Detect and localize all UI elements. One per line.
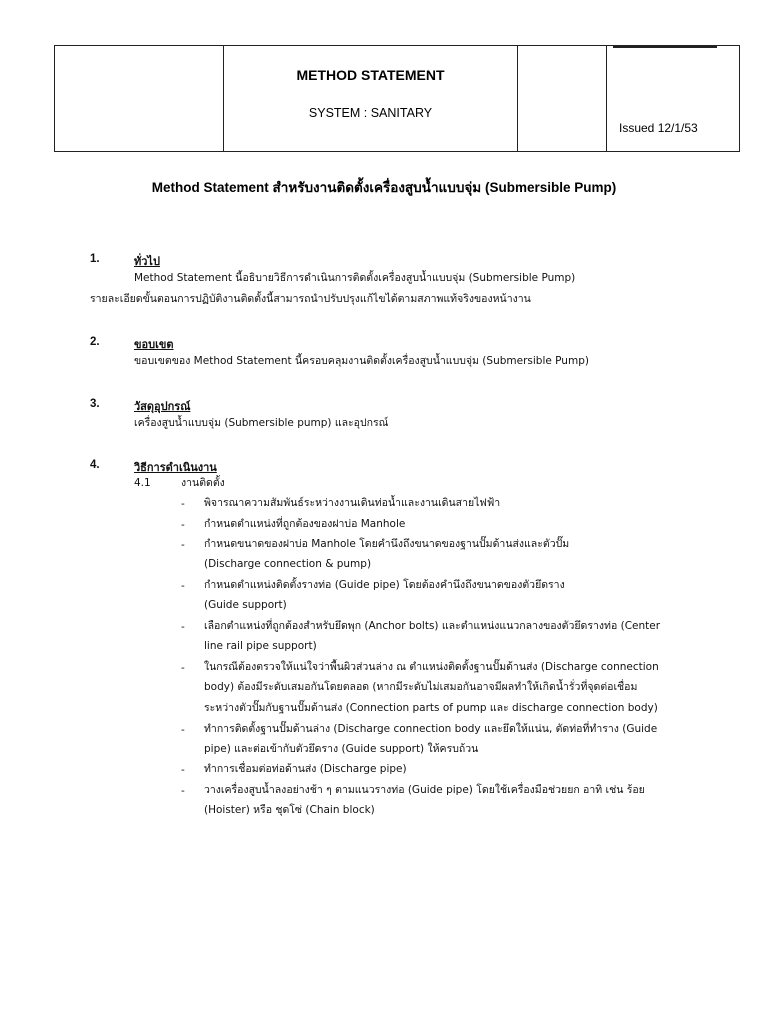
header-rule xyxy=(613,46,717,48)
section-2-line: ขอบเขตของ Method Statement นี้ครอบคลุมงานติดตั้งเครื่องสูบน้ำแบบจุ่ม (Submersible Pump) xyxy=(134,355,589,367)
bullet-dash: - xyxy=(181,764,185,776)
header-issue-cell xyxy=(607,46,739,151)
section-2-number: 2. xyxy=(90,336,100,348)
header-logo-cell xyxy=(55,46,224,151)
section-1-number: 1. xyxy=(90,253,100,265)
subsection-title: งานติดตั้ง xyxy=(181,477,225,489)
section-1-line: รายละเอียดขั้นตอนการปฏิบัติงานติดตั้งนี้สามารถนำปรับปรุงแก้ไขได้ตามสภาพแท้จริงของหน้างาน xyxy=(90,293,531,305)
section-4-number: 4. xyxy=(90,459,100,471)
bullet-dash: - xyxy=(181,785,185,797)
list-item: ในกรณีต้องตรวจให้แน่ใจว่าพื้นผิวส่วนล่าง ณ ตำแหน่งติดตั้งฐานปั๊มด้านส่ง (Discharge connection xyxy=(204,661,659,673)
list-item: วางเครื่องสูบน้ำลงอย่างช้า ๆ ตามแนวรางท่อ (Guide pipe) โดยใช้เครื่องมือช่วยยก อาทิ เช่น ร้อย xyxy=(204,784,645,796)
main-heading: Method Statement สำหรับงานติดตั้งเครื่องสูบน้ำแบบจุ่ม (Submersible Pump) xyxy=(151,180,617,195)
list-item-continuation: body) ต้องมีระดับเสมอกันโดยตลอด (หากมีระดับไม่เสมอกันอาจมีผลทำให้เกิดน้ำรั่วที่จุดต่อเชื่อม xyxy=(204,681,638,693)
list-item: กำหนดตำแหน่งติดตั้งรางท่อ (Guide pipe) โดยต้องคำนึงถึงขนาดของตัวยึดราง xyxy=(204,579,565,591)
bullet-dash: - xyxy=(181,539,185,551)
list-item: ทำการติดตั้งฐานปั๊มด้านล่าง (Discharge connection body และยึดให้แน่น, ตัดท่อที่ทำราง (Guide xyxy=(204,723,658,735)
section-2-title: ขอบเขต xyxy=(134,338,174,351)
list-item-continuation: (Hoister) หรือ ชุดโซ่ (Chain block) xyxy=(204,804,375,816)
bullet-dash: - xyxy=(181,621,185,633)
section-1-line: Method Statement นี้อธิบายวิธีการดำเนินการติดตั้งเครื่องสูบน้ำแบบจุ่ม (Submersible Pump) xyxy=(134,272,576,284)
bullet-dash: - xyxy=(181,580,185,592)
section-3-line: เครื่องสูบน้ำแบบจุ่ม (Submersible pump) และอุปกรณ์ xyxy=(134,417,389,429)
section-3-title: วัสดุอุปกรณ์ xyxy=(134,400,191,413)
bullet-dash: - xyxy=(181,519,185,531)
issued-date: Issued 12/1/53 xyxy=(619,121,698,135)
list-item: กำหนดตำแหน่งที่ถูกต้องของฝาบ่อ Manhole xyxy=(204,518,406,530)
subsection-number: 4.1 xyxy=(134,477,151,489)
document-header-table xyxy=(54,45,740,152)
bullet-dash: - xyxy=(181,662,185,674)
list-item: พิจารณาความสัมพันธ์ระหว่างงานเดินท่อน้ำและงานเดินสายไฟฟ้า xyxy=(204,497,501,509)
document-system: SYSTEM : SANITARY xyxy=(308,106,433,120)
list-item-continuation: ระหว่างตัวปั๊มกับฐานปั๊มด้านส่ง (Connection parts of pump และ discharge connection body) xyxy=(204,702,658,714)
list-item-continuation: line rail pipe support) xyxy=(204,640,317,652)
list-item-continuation: (Guide support) xyxy=(204,599,287,611)
section-4-title: วิธีการดำเนินงาน xyxy=(134,461,217,474)
header-blank-cell xyxy=(518,46,607,151)
list-item-continuation: pipe) และต่อเข้ากับตัวยึดราง (Guide support) ให้ครบถ้วน xyxy=(204,743,479,755)
bullet-dash: - xyxy=(181,724,185,736)
header-title-cell xyxy=(224,46,518,151)
document-title: METHOD STATEMENT xyxy=(296,67,445,83)
list-item-continuation: (Discharge connection & pump) xyxy=(204,558,372,570)
section-1-title: ทั่วไป xyxy=(134,255,160,268)
list-item: เลือกตำแหน่งที่ถูกต้องสำหรับยึดพุก (Anchor bolts) และตำแหน่งแนวกลางของตัวยึดรางท่อ (Center xyxy=(204,620,661,632)
bullet-dash: - xyxy=(181,498,185,510)
section-3-number: 3. xyxy=(90,398,100,410)
list-item: ทำการเชื่อมต่อท่อด้านส่ง (Discharge pipe) xyxy=(204,763,407,775)
list-item: กำหนดขนาดของฝาบ่อ Manhole โดยคำนึงถึงขนาดของฐานปั๊มด้านส่งและตัวปั๊ม xyxy=(204,538,570,550)
